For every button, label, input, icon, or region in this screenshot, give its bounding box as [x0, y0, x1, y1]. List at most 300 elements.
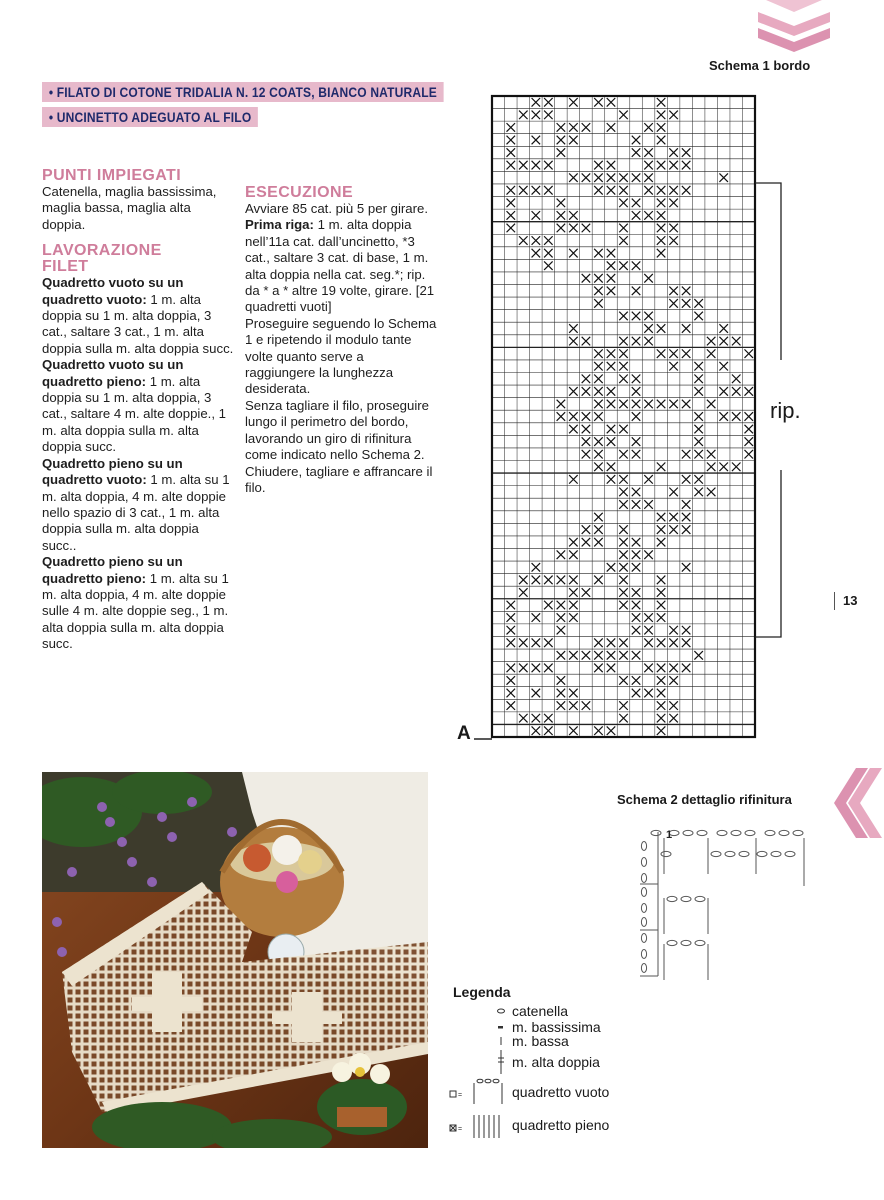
filled-cell-mark — [669, 287, 678, 296]
filled-cell-mark — [594, 400, 603, 409]
filled-cell-mark — [732, 375, 741, 384]
filled-cell-mark — [569, 588, 578, 597]
filled-cell-mark — [632, 626, 641, 635]
legend-item-quadretto-pieno: quadretto pieno — [512, 1117, 610, 1133]
filled-cell-mark — [657, 576, 666, 585]
filled-cell-mark — [507, 186, 516, 195]
filled-cell-mark — [607, 287, 616, 296]
filled-cell-mark — [644, 274, 653, 283]
filled-cell-mark — [557, 123, 566, 132]
filled-cell-mark — [619, 576, 628, 585]
filled-cell-mark — [707, 462, 716, 471]
filled-cell-mark — [557, 550, 566, 559]
filled-cell-mark — [657, 538, 666, 547]
filled-cell-mark — [594, 161, 603, 170]
filled-cell-mark — [682, 513, 691, 522]
filled-cell-mark — [607, 173, 616, 182]
filled-cell-mark — [607, 123, 616, 132]
filled-cell-mark — [644, 500, 653, 509]
filled-cell-mark — [632, 689, 641, 698]
filled-cell-mark — [644, 400, 653, 409]
filled-cell-mark — [682, 525, 691, 534]
legend-item-quadretto-vuoto: quadretto vuoto — [512, 1084, 610, 1100]
filled-cell-mark — [657, 726, 666, 735]
filled-cell-mark — [644, 337, 653, 346]
filled-cell-mark — [507, 689, 516, 698]
filled-cell-mark — [682, 400, 691, 409]
filled-cell-mark — [557, 651, 566, 660]
filled-cell-mark — [632, 601, 641, 610]
filled-cell-mark — [619, 525, 628, 534]
filled-cell-mark — [544, 261, 553, 270]
filled-cell-mark — [694, 362, 703, 371]
filled-cell-mark — [569, 387, 578, 396]
filled-cell-mark — [557, 601, 566, 610]
filled-cell-mark — [507, 638, 516, 647]
filled-cell-mark — [657, 136, 666, 145]
filled-cell-mark — [607, 274, 616, 283]
filled-cell-mark — [694, 450, 703, 459]
filled-cell-mark — [569, 576, 578, 585]
filled-cell-mark — [519, 161, 528, 170]
filled-cell-mark — [569, 689, 578, 698]
filled-cell-mark — [632, 387, 641, 396]
filled-cell-mark — [732, 412, 741, 421]
filled-cell-mark — [694, 299, 703, 308]
filled-cell-mark — [694, 475, 703, 484]
filled-cell-mark — [669, 513, 678, 522]
filled-cell-mark — [719, 462, 728, 471]
filled-cell-mark — [569, 651, 578, 660]
filled-cell-mark — [694, 387, 703, 396]
filled-cell-mark — [544, 161, 553, 170]
filled-cell-mark — [682, 287, 691, 296]
filled-cell-mark — [582, 525, 591, 534]
filled-cell-mark — [619, 701, 628, 710]
filled-cell-mark — [632, 400, 641, 409]
filled-cell-mark — [532, 714, 541, 723]
filled-cell-mark — [682, 186, 691, 195]
filled-cell-mark — [594, 525, 603, 534]
filled-cell-mark — [657, 249, 666, 258]
filled-cell-mark — [632, 450, 641, 459]
filled-cell-mark — [582, 538, 591, 547]
filled-cell-mark — [732, 462, 741, 471]
filled-cell-mark — [557, 400, 566, 409]
filled-cell-mark — [557, 626, 566, 635]
filled-cell-mark — [619, 173, 628, 182]
filled-cell-mark — [569, 224, 578, 233]
filled-cell-mark — [619, 500, 628, 509]
filled-cell-mark — [669, 199, 678, 208]
filled-cell-mark — [582, 425, 591, 434]
lavorazione-item: Quadretto pieno su un quadretto vuoto: 1 m. alta su 1 m. alta doppia, 4 m. alte doppie nello spazio di 3 cat., 1 m. alta doppia sulla m. alta doppia succ.. — [42, 455, 230, 553]
filled-cell-mark — [707, 450, 716, 459]
side-chevron-decoration-icon — [834, 768, 884, 838]
filled-cell-mark — [544, 111, 553, 120]
filled-cell-mark — [594, 638, 603, 647]
filled-cell-mark — [669, 676, 678, 685]
chevron-decoration-icon — [758, 0, 830, 52]
filled-cell-mark — [607, 349, 616, 358]
filled-cell-mark — [569, 249, 578, 258]
filled-cell-mark — [644, 161, 653, 170]
esecuzione-title: ESECUZIONE — [245, 184, 354, 201]
filled-cell-mark — [669, 148, 678, 157]
filled-cell-mark — [594, 412, 603, 421]
filled-cell-mark — [669, 224, 678, 233]
lavorazione-title: LAVORAZIONE FILET — [42, 242, 162, 276]
filled-cell-mark — [557, 224, 566, 233]
filled-cell-mark — [594, 651, 603, 660]
filled-cell-mark — [657, 111, 666, 120]
filled-cell-mark — [657, 161, 666, 170]
filled-cell-mark — [632, 261, 641, 270]
filled-cell-mark — [619, 362, 628, 371]
filled-cell-mark — [569, 123, 578, 132]
alta-doppia-icon — [496, 1049, 506, 1075]
filled-cell-mark — [507, 136, 516, 145]
filled-cell-mark — [644, 186, 653, 195]
filled-cell-mark — [719, 412, 728, 421]
filled-cell-mark — [632, 211, 641, 220]
filled-cell-mark — [669, 349, 678, 358]
filled-cell-mark — [657, 664, 666, 673]
filled-cell-mark — [744, 349, 753, 358]
filled-cell-mark — [594, 538, 603, 547]
filled-cell-mark — [619, 375, 628, 384]
filled-cell-mark — [569, 412, 578, 421]
filled-cell-mark — [619, 425, 628, 434]
filled-cell-mark — [682, 324, 691, 333]
filled-cell-mark — [632, 651, 641, 660]
filled-cell-mark — [544, 638, 553, 647]
filled-cell-mark — [582, 173, 591, 182]
material-tag: • UNCINETTO ADEGUATO AL FILO — [42, 107, 258, 127]
esecuzione-p2: Prima riga: 1 m. alta doppia nell’11a cat. dall’uncinetto, *3 cat., saltare 3 cat. di base, 1 m. alta doppia nella cat. seg.*; rip. da * a * altre 19 volte, girare. [21 quadretti vuoti] — [245, 217, 435, 315]
filled-cell-mark — [507, 613, 516, 622]
filled-cell-mark — [519, 236, 528, 245]
filled-cell-mark — [557, 199, 566, 208]
filled-cell-mark — [607, 638, 616, 647]
filled-cell-mark — [569, 601, 578, 610]
filled-cell-mark — [644, 324, 653, 333]
filled-cell-mark — [619, 236, 628, 245]
filled-cell-mark — [532, 613, 541, 622]
filled-cell-mark — [569, 475, 578, 484]
filled-cell-mark — [669, 186, 678, 195]
filled-cell-mark — [694, 488, 703, 497]
filled-cell-mark — [607, 664, 616, 673]
filled-cell-mark — [682, 563, 691, 572]
filled-cell-mark — [582, 450, 591, 459]
filled-cell-mark — [657, 588, 666, 597]
filled-cell-mark — [607, 98, 616, 107]
filled-cell-mark — [657, 689, 666, 698]
filled-cell-mark — [669, 488, 678, 497]
filled-cell-mark — [644, 123, 653, 132]
filled-cell-mark — [744, 437, 753, 446]
filled-cell-mark — [619, 714, 628, 723]
filled-cell-mark — [719, 362, 728, 371]
filled-cell-mark — [607, 186, 616, 195]
filled-cell-mark — [607, 425, 616, 434]
filled-cell-mark — [644, 689, 653, 698]
filet-chart — [490, 94, 757, 739]
filled-cell-mark — [532, 211, 541, 220]
filled-cell-mark — [657, 324, 666, 333]
catenella-icon — [496, 1007, 506, 1015]
filled-cell-mark — [619, 563, 628, 572]
filled-cell-mark — [582, 412, 591, 421]
filled-cell-mark — [744, 412, 753, 421]
instructions-left-column — [42, 168, 234, 653]
filled-cell-mark — [657, 224, 666, 233]
filled-cell-mark — [582, 701, 591, 710]
instructions-right-column — [245, 185, 437, 496]
filled-cell-mark — [694, 651, 703, 660]
filled-cell-mark — [532, 98, 541, 107]
filled-cell-mark — [619, 475, 628, 484]
filled-cell-mark — [644, 148, 653, 157]
filled-cell-mark — [544, 576, 553, 585]
filled-cell-mark — [544, 186, 553, 195]
filled-cell-mark — [607, 726, 616, 735]
filled-cell-mark — [532, 576, 541, 585]
filled-cell-mark — [682, 349, 691, 358]
filled-cell-mark — [657, 123, 666, 132]
filled-cell-mark — [569, 425, 578, 434]
filled-cell-mark — [619, 400, 628, 409]
svg-text:=: = — [458, 1092, 463, 1099]
filled-cell-mark — [569, 538, 578, 547]
filled-cell-mark — [744, 425, 753, 434]
filled-cell-mark — [544, 236, 553, 245]
filled-cell-mark — [644, 211, 653, 220]
filled-cell-mark — [694, 412, 703, 421]
filled-cell-mark — [594, 726, 603, 735]
filled-cell-mark — [519, 664, 528, 673]
filled-cell-mark — [607, 261, 616, 270]
filled-cell-mark — [594, 664, 603, 673]
filled-cell-mark — [619, 601, 628, 610]
filled-cell-mark — [632, 676, 641, 685]
filled-cell-mark — [669, 362, 678, 371]
punti-title: PUNTI IMPIEGATI — [42, 167, 182, 184]
legend-item-alta-doppia: m. alta doppia — [512, 1054, 600, 1070]
schema2-title: Schema 2 dettaglio rifinitura — [617, 792, 792, 807]
filled-cell-mark — [657, 186, 666, 195]
row-start-label: A — [457, 723, 471, 744]
filled-cell-mark — [594, 513, 603, 522]
filled-cell-mark — [619, 186, 628, 195]
filled-cell-mark — [682, 161, 691, 170]
filled-cell-mark — [707, 488, 716, 497]
filled-cell-mark — [544, 714, 553, 723]
filled-cell-mark — [707, 349, 716, 358]
filled-cell-mark — [594, 299, 603, 308]
filled-cell-mark — [732, 387, 741, 396]
legend-item-bassissima: m. bassissima — [512, 1019, 601, 1035]
filled-cell-mark — [744, 450, 753, 459]
filled-cell-mark — [682, 664, 691, 673]
filled-cell-mark — [694, 425, 703, 434]
filled-cell-mark — [607, 387, 616, 396]
filled-cell-mark — [707, 337, 716, 346]
filled-cell-mark — [682, 626, 691, 635]
filled-cell-mark — [657, 676, 666, 685]
filled-cell-mark — [594, 186, 603, 195]
filled-cell-mark — [594, 362, 603, 371]
filled-cell-mark — [594, 437, 603, 446]
legend-item-bassa: m. bassa — [512, 1033, 569, 1049]
filled-cell-mark — [682, 500, 691, 509]
filled-cell-mark — [532, 664, 541, 673]
filled-cell-mark — [632, 550, 641, 559]
filled-cell-mark — [519, 638, 528, 647]
filled-cell-mark — [669, 525, 678, 534]
filled-cell-mark — [644, 626, 653, 635]
filled-cell-mark — [669, 714, 678, 723]
filled-cell-mark — [669, 701, 678, 710]
filled-cell-mark — [544, 726, 553, 735]
filled-cell-mark — [557, 689, 566, 698]
filled-cell-mark — [644, 664, 653, 673]
filled-cell-mark — [694, 437, 703, 446]
filled-cell-mark — [507, 676, 516, 685]
filled-cell-mark — [557, 676, 566, 685]
repeat-label: rip. — [770, 398, 801, 423]
filled-cell-mark — [719, 387, 728, 396]
filled-cell-mark — [557, 211, 566, 220]
filled-cell-mark — [669, 400, 678, 409]
filled-cell-mark — [557, 412, 566, 421]
filled-cell-mark — [644, 173, 653, 182]
filled-cell-mark — [632, 375, 641, 384]
filled-cell-mark — [557, 576, 566, 585]
filled-cell-mark — [619, 450, 628, 459]
filled-cell-mark — [582, 651, 591, 660]
filled-cell-mark — [644, 613, 653, 622]
legend — [448, 1003, 708, 1143]
page-number: 13 — [834, 592, 857, 610]
filled-cell-mark — [569, 550, 578, 559]
filled-cell-mark — [582, 375, 591, 384]
filled-cell-mark — [644, 312, 653, 321]
filled-cell-mark — [619, 550, 628, 559]
filled-cell-mark — [682, 638, 691, 647]
filled-cell-mark — [632, 136, 641, 145]
bassa-icon — [498, 1036, 504, 1046]
filled-cell-mark — [569, 324, 578, 333]
filled-cell-mark — [594, 462, 603, 471]
filled-cell-mark — [657, 199, 666, 208]
filled-cell-mark — [594, 387, 603, 396]
filled-cell-mark — [632, 500, 641, 509]
filled-cell-mark — [594, 287, 603, 296]
filled-cell-mark — [619, 261, 628, 270]
svg-text:=: = — [458, 1126, 463, 1133]
filled-cell-mark — [732, 337, 741, 346]
filled-cell-mark — [532, 726, 541, 735]
filled-cell-mark — [657, 701, 666, 710]
punti-text: Catenella, maglia bassissima, maglia bassa, maglia alta doppia. — [42, 184, 217, 232]
filled-cell-mark — [519, 576, 528, 585]
filled-cell-mark — [532, 111, 541, 120]
filled-cell-mark — [657, 98, 666, 107]
filled-cell-mark — [632, 148, 641, 157]
filled-cell-mark — [657, 211, 666, 220]
filled-cell-mark — [632, 199, 641, 208]
filled-cell-mark — [557, 148, 566, 157]
filled-cell-mark — [669, 236, 678, 245]
filled-cell-mark — [582, 337, 591, 346]
filled-cell-mark — [744, 387, 753, 396]
filled-cell-mark — [619, 111, 628, 120]
filled-cell-mark — [632, 588, 641, 597]
filled-cell-mark — [582, 437, 591, 446]
quadretto-vuoto-icon — [448, 1077, 504, 1105]
filled-cell-mark — [569, 211, 578, 220]
filled-cell-mark — [632, 488, 641, 497]
filled-cell-mark — [544, 249, 553, 258]
filled-cell-mark — [594, 173, 603, 182]
esecuzione-p1: Avviare 85 cat. più 5 per girare. — [245, 201, 429, 216]
filled-cell-mark — [607, 249, 616, 258]
filled-cell-mark — [594, 450, 603, 459]
filled-cell-mark — [669, 638, 678, 647]
filled-cell-mark — [657, 349, 666, 358]
filled-cell-mark — [632, 312, 641, 321]
filled-cell-mark — [569, 726, 578, 735]
filled-cell-mark — [507, 626, 516, 635]
filled-cell-mark — [507, 664, 516, 673]
filled-cell-mark — [657, 513, 666, 522]
filled-cell-mark — [507, 161, 516, 170]
filled-cell-mark — [657, 613, 666, 622]
filled-cell-mark — [582, 224, 591, 233]
filled-cell-mark — [632, 563, 641, 572]
filled-cell-mark — [544, 601, 553, 610]
filled-cell-mark — [619, 638, 628, 647]
filled-cell-mark — [607, 161, 616, 170]
filled-cell-mark — [582, 274, 591, 283]
filled-cell-mark — [507, 148, 516, 157]
filled-cell-mark — [644, 475, 653, 484]
filled-cell-mark — [657, 638, 666, 647]
filled-cell-mark — [632, 613, 641, 622]
filled-cell-mark — [582, 123, 591, 132]
filled-cell-mark — [557, 136, 566, 145]
filled-cell-mark — [657, 400, 666, 409]
filled-cell-mark — [569, 173, 578, 182]
filled-cell-mark — [607, 400, 616, 409]
filled-cell-mark — [669, 161, 678, 170]
filled-cell-mark — [594, 576, 603, 585]
filled-cell-mark — [669, 111, 678, 120]
esecuzione-p3: Proseguire seguendo lo Schema 1 e ripetendo il modulo tante volte quanto serve a raggiungere la lunghezza desiderata. — [245, 315, 437, 397]
filled-cell-mark — [669, 664, 678, 673]
filled-cell-mark — [619, 538, 628, 547]
filled-cell-mark — [619, 488, 628, 497]
filled-cell-mark — [607, 651, 616, 660]
filled-cell-mark — [507, 224, 516, 233]
filled-cell-mark — [619, 349, 628, 358]
filled-cell-mark — [594, 375, 603, 384]
filled-cell-mark — [569, 613, 578, 622]
esecuzione-p5: Chiudere, tagliare e affrancare il filo. — [245, 463, 433, 495]
filled-cell-mark — [519, 588, 528, 597]
